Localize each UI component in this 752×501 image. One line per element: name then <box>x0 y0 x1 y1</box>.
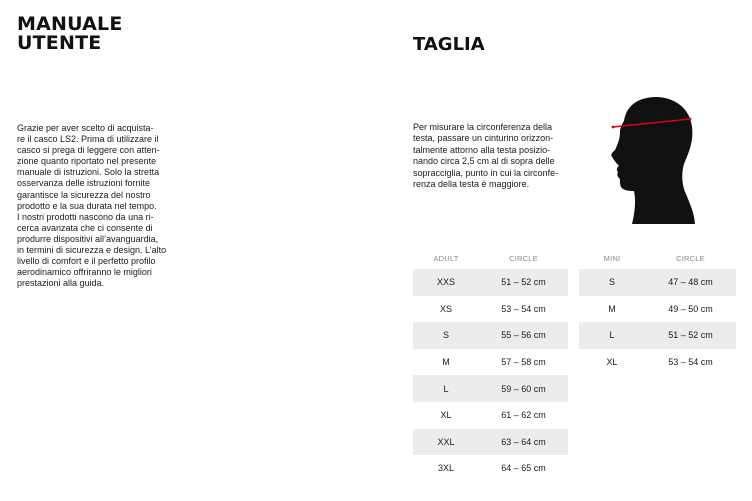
circle-cell: 64 – 65 cm <box>501 463 546 474</box>
size-title: TAGLIA <box>413 34 485 55</box>
table-row <box>413 349 568 376</box>
intro-line: prodotto e la sua durata nel tempo. <box>17 200 157 211</box>
size-cell: XXL <box>413 429 479 456</box>
size-cell: M <box>442 357 450 368</box>
table-row <box>579 349 736 376</box>
table-row <box>413 322 568 349</box>
size-cell: XXS <box>413 269 479 296</box>
circle-cell: 55 – 56 cm <box>479 322 568 349</box>
measure-line: testa, passare un cinturino orizzon- <box>413 133 554 144</box>
intro-line: re il casco LS2. Prima di utilizzare il <box>17 134 159 145</box>
size-cell: XL <box>440 410 452 421</box>
adult-header: ADULT <box>433 253 459 263</box>
size-cell: L <box>579 322 645 349</box>
intro-line: aerodinamico offriranno le migliori <box>17 267 152 278</box>
head-silhouette <box>611 97 695 224</box>
circle-cell: 53 – 54 cm <box>668 357 713 368</box>
measure-instructions <box>413 122 575 190</box>
manual-title-line2: UTENTE <box>17 32 102 54</box>
table-row <box>413 455 568 482</box>
mini-header: MINI <box>603 253 621 263</box>
measure-point-right <box>689 118 692 121</box>
intro-line: prestazioni alla guida. <box>17 278 105 289</box>
circle-header: CIRCLE <box>509 253 538 263</box>
circle-cell: 47 – 48 cm <box>645 269 736 296</box>
intro-line: in termini di sicurezza e design. L’alto <box>17 245 167 256</box>
size-cell: XS <box>439 303 452 314</box>
intro-line: manuale di istruzioni. Solo la stretta <box>17 167 160 178</box>
intro-line: zione quanto riportato nel presente <box>17 156 157 167</box>
circle-cell: 61 – 62 cm <box>501 410 546 421</box>
table-row <box>579 296 736 323</box>
measure-line: nando circa 2,5 cm al di sopra delle <box>413 156 555 167</box>
intro-line: garantisce la sicurezza del nostro <box>17 189 151 200</box>
intro-line: cerca avanzata che ci consente di <box>17 222 153 233</box>
table-row <box>579 269 736 296</box>
table-header-row <box>413 247 568 269</box>
table-row <box>413 429 568 456</box>
intro-line: I nostri prodotti nascono da una ri- <box>17 211 154 222</box>
table-row <box>413 375 568 402</box>
circle-cell: 57 – 58 cm <box>501 357 546 368</box>
size-cell: L <box>413 375 479 402</box>
measure-line: sopracciglia, punto in cui la circonfe- <box>413 167 559 178</box>
measure-line: Per misurare la circonferenza della <box>413 122 553 132</box>
table-row <box>413 402 568 429</box>
intro-line: livello di comfort e il perfetto profilo <box>17 256 156 267</box>
adult-size-table <box>413 247 568 482</box>
size-cell: M <box>608 303 616 314</box>
size-cell: S <box>413 322 479 349</box>
table-row <box>413 296 568 323</box>
circle-cell: 63 – 64 cm <box>479 429 568 456</box>
intro-line: Grazie per aver scelto di acquista- <box>17 123 154 133</box>
manual-title <box>17 15 177 53</box>
manual-title-line1: MANUALE <box>17 13 123 35</box>
mini-size-table <box>579 247 736 375</box>
size-cell: 3XL <box>437 463 454 474</box>
circle-cell: 49 – 50 cm <box>668 303 713 314</box>
intro-line: produrre dispositivi all’avanguardia, <box>17 233 159 244</box>
circle-cell: 59 – 60 cm <box>479 375 568 402</box>
intro-line: casco si prega di leggere con atten- <box>17 145 160 156</box>
intro-text <box>17 123 179 289</box>
circle-header: CIRCLE <box>676 253 705 263</box>
circle-cell: 51 – 52 cm <box>645 322 736 349</box>
head-silhouette-icon <box>604 94 696 224</box>
table-header-row <box>579 247 736 269</box>
measure-line: renza della testa è maggiore. <box>413 179 530 190</box>
table-row <box>579 322 736 349</box>
measure-point-left <box>612 126 615 129</box>
size-cell: S <box>579 269 645 296</box>
circle-cell: 53 – 54 cm <box>501 303 546 314</box>
table-row <box>413 269 568 296</box>
intro-line: osservanza delle istruzioni fornite <box>17 178 151 189</box>
measure-line: talmente attorno alla testa posizio- <box>413 144 551 155</box>
size-cell: XL <box>606 357 618 368</box>
circle-cell: 51 – 52 cm <box>479 269 568 296</box>
